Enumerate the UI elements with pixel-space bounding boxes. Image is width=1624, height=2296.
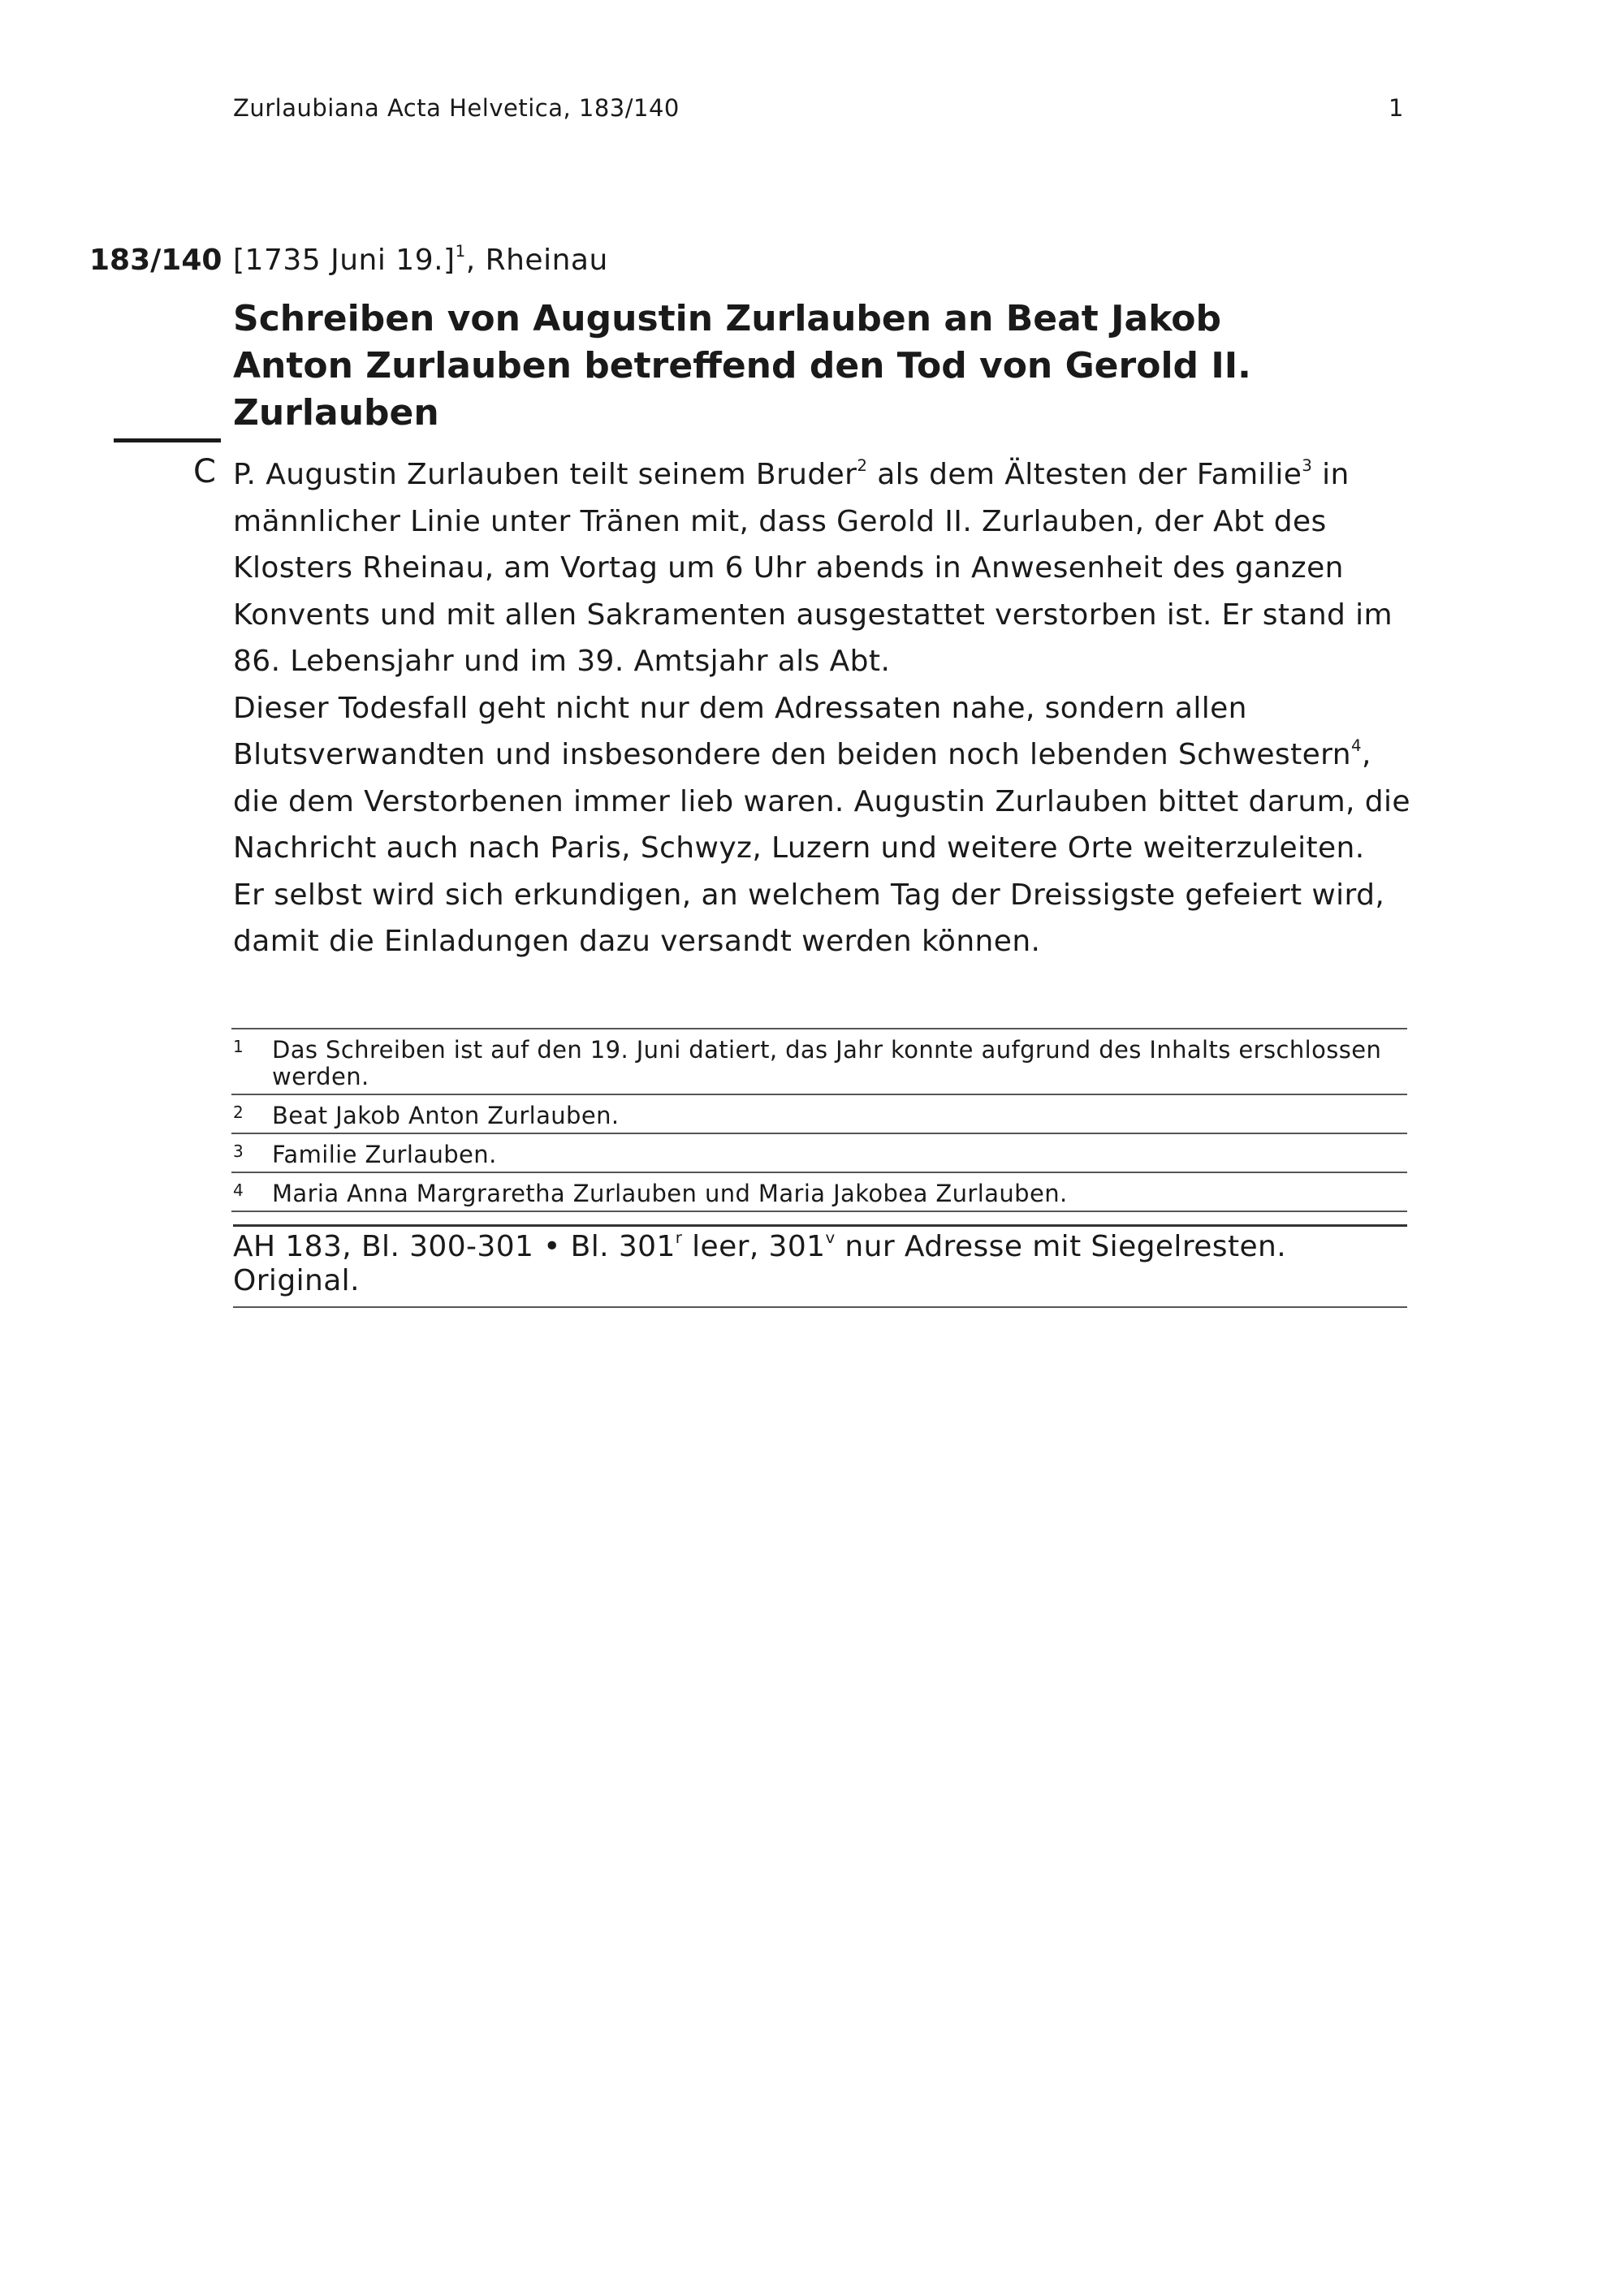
regest bbox=[233, 451, 1419, 965]
footnote-ref[interactable]: 3 bbox=[1302, 456, 1313, 476]
footnote-ref[interactable]: 1 bbox=[455, 242, 466, 261]
footnote-number: 4 bbox=[233, 1180, 244, 1200]
date-line bbox=[233, 244, 608, 277]
footnote bbox=[231, 1173, 1407, 1212]
source-type: Original. bbox=[233, 1264, 360, 1297]
footnote-text: Maria Anna Margraretha Zurlauben und Maria Jakobea Zurlauben. bbox=[272, 1180, 1068, 1207]
source-note bbox=[233, 1224, 1407, 1308]
date: [1735 Juni 19.] bbox=[233, 244, 456, 277]
footnote bbox=[231, 1029, 1407, 1095]
page-number: 1 bbox=[1389, 94, 1404, 122]
regest-paragraph: P. Augustin Zurlauben teilt seinem Bruder$^2$ als dem Ältesten der Familie$^3$ in männlicher Linie unter Tränen mit, dass Gerold II. Zurlauben, der Abt des Klosters Rheinau, am Vortag um 6 Uhr abends in Anwesenheit des ganzen Konvents und mit allen Sakramenten ausgestattet verstorben ist. Er stand im 86. Lebensjahr und im 39. Amtsjahr als Abt. bbox=[233, 456, 1393, 678]
footnote-text: Das Schreiben ist auf den 19. Juni datiert, das Jahr konnte aufgrund des Inhalts erschlossen werden. bbox=[272, 1036, 1382, 1090]
document-title: Schreiben von Augustin Zurlauben an Beat Jakob Anton Zurlauben betreffend den Tod von Gerold II. Zurlauben bbox=[233, 298, 1251, 434]
footnote-ref[interactable]: 4 bbox=[1350, 736, 1362, 756]
running-head: Zurlaubiana Acta Helvetica, 183/140 bbox=[233, 94, 680, 122]
version-marker: C bbox=[193, 453, 216, 490]
footnote-number: 3 bbox=[233, 1142, 244, 1161]
place: , Rheinau bbox=[465, 244, 608, 277]
footnote-text: Beat Jakob Anton Zurlauben. bbox=[272, 1102, 620, 1129]
footnotes bbox=[231, 1028, 1407, 1212]
footnote-number: 1 bbox=[233, 1037, 244, 1056]
marker-rule bbox=[114, 438, 221, 442]
source-line: AH 183, Bl. 300-301 • Bl. 301$^r$ leer, 301$^v$ nur Adresse mit Siegelresten. bbox=[233, 1228, 1287, 1263]
regest-paragraph: Dieser Todesfall geht nicht nur dem Adressaten nahe, sondern allen Blutsverwandten und insbesondere den beiden noch lebenden Schwestern$^4$, die dem Verstorbenen immer lieb waren. Augustin Zurlauben bittet darum, die Nachricht auch nach Paris, Schwyz, Luzern und weitere Orte weiterzuleiten. bbox=[233, 691, 1410, 865]
footnote-ref[interactable]: 2 bbox=[857, 456, 868, 476]
regest-paragraph: Er selbst wird sich erkundigen, an welchem Tag der Dreissigste gefeiert wird, damit die Einladungen dazu versandt werden können. bbox=[233, 878, 1385, 958]
footnote bbox=[231, 1095, 1407, 1134]
document-number: 183/140 bbox=[89, 244, 222, 277]
footnote bbox=[231, 1134, 1407, 1173]
footnote-text: Familie Zurlauben. bbox=[272, 1141, 497, 1168]
footnote-number: 2 bbox=[233, 1103, 244, 1122]
